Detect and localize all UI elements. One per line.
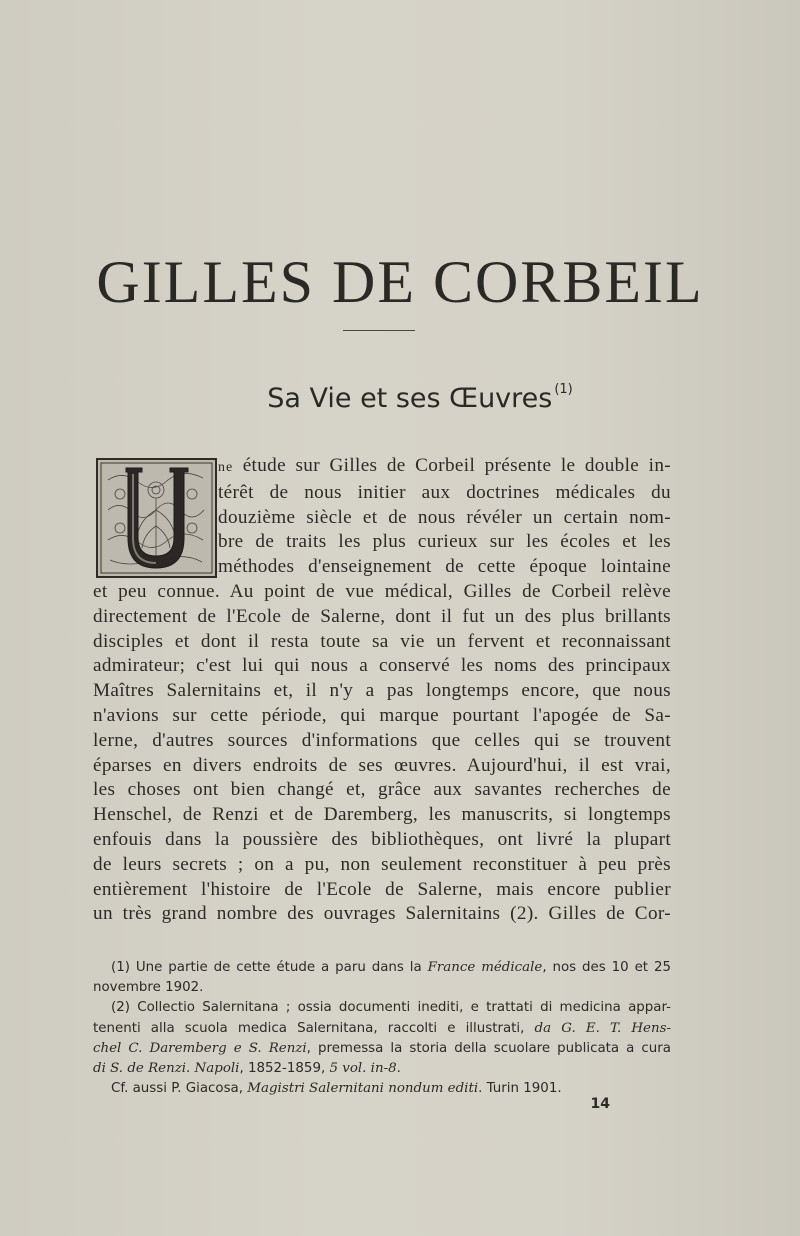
body-line: Henschel, de Renzi et de Daremberg, les manuscrits, si longtemps [93, 804, 671, 826]
body-line: de leurs secrets ; on a pu, non seulement reconstituer à peu près [93, 853, 671, 875]
body-line: et peu connue. Au point de vue médical, Gilles de Corbeil relève [93, 580, 671, 602]
body-line: lerne, d'autres sources d'informations que celles qui se trouvent [93, 729, 671, 751]
footnote-3-line: Cf. aussi P. Giacosa, Magistri Salernitani nondum editi. Turin 1901. [111, 1081, 562, 1097]
body-line: éparses en divers endroits de ses œuvres. Aujourd'hui, il est vrai, [93, 754, 671, 776]
footnote-1-line: novembre 1902. [93, 980, 204, 996]
body-line: directement de l'Ecole de Salerne, dont il fut un des plus brillants [93, 605, 671, 627]
body-line: douzième siècle et de nous révéler un certain nom- [218, 506, 671, 528]
body-line: enfouis dans la poussière des bibliothèques, ont livré la plupart [93, 828, 671, 850]
body-line: disciples et dont il resta toute sa vie un fervent et reconnaissant [93, 630, 671, 652]
body-line: un très grand nombre des ouvrages Salernitains (2). Gilles de Cor- [93, 903, 671, 925]
footnote-1-line: (1) Une partie de cette étude a paru dans la France médicale, nos des 10 et 25 [111, 960, 671, 975]
body-line: bre de traits les plus curieux sur les écoles et les [218, 531, 671, 553]
footnote-2-line: di S. de Renzi. Napoli, 1852-1859, 5 vol. in-8. [93, 1061, 401, 1077]
body-line: Maîtres Salernitains et, il n'y a pas longtemps encore, que nous [93, 680, 671, 702]
first-word-rest: ne [218, 460, 234, 475]
body-line: les choses ont bien changé et, grâce aux savantes recherches de [93, 779, 671, 801]
body-line: ne étude sur Gilles de Corbeil présente le double in- [218, 455, 671, 476]
subtitle-footnote-ref: (1) [554, 382, 573, 397]
body-line: méthodes d'enseignement de cette époque lointaine [218, 556, 671, 578]
body-line: admirateur; c'est lui qui nous a conservé les noms des principaux [93, 655, 671, 677]
page-number: 14 [590, 1096, 610, 1112]
chapter-title: GILLES DE CORBEIL [96, 249, 704, 315]
title-divider [343, 330, 415, 331]
footnotes [93, 958, 671, 1099]
footnote-2-line: (2) Collectio Salernitana ; ossia documenti inediti, e trattati di medicina appar- [111, 1000, 671, 1016]
body-line: n'avions sur cette période, qui marque pourtant l'apogée de Sa- [93, 704, 671, 726]
footnote-2-line: tenenti alla scuola medica Salernitana, raccolti e illustrati, da G. E. T. Hens- [93, 1020, 671, 1036]
body-line: térêt de nous initier aux doctrines médicales du [218, 481, 671, 503]
footnote-2-line: chel C. Daremberg e S. Renzi, premessa la storia della scuolare publicata a cura [93, 1040, 671, 1056]
subtitle-text: Sa Vie et ses Œuvres [267, 383, 553, 414]
body-line: entièrement l'histoire de l'Ecole de Salerne, mais encore publier [93, 878, 671, 900]
body-paragraph [93, 454, 671, 927]
chapter-subtitle [0, 382, 800, 414]
